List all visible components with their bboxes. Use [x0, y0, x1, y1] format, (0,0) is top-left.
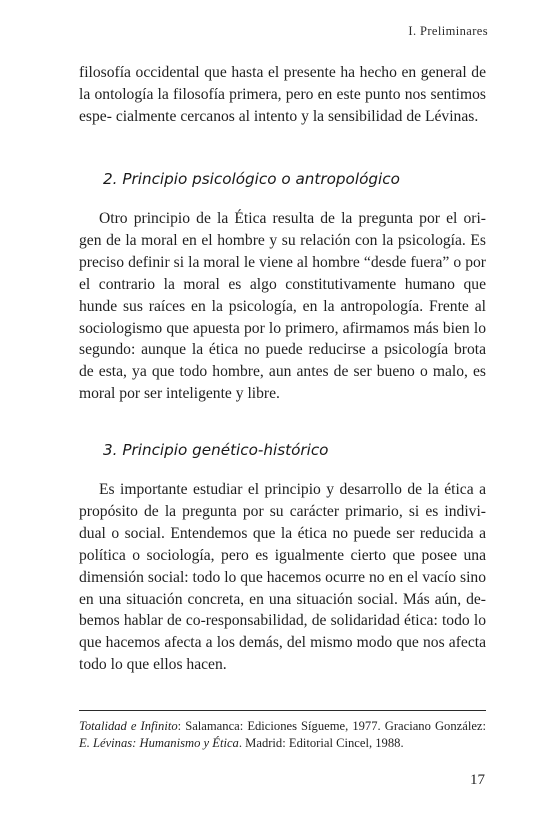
text-line: política o sociología, pero es igualmente cierto que posee una [79, 546, 486, 564]
text-line: cialmente cercanos al intento y la sensibilidad de Lévinas. [115, 107, 479, 125]
footnote-divider [79, 710, 486, 711]
text-line: hunde sus raíces en la psicología, en la antropología. Frente al [79, 297, 486, 315]
text-line: sociologismo que apuesta por lo primero, afirmamos más bien lo [79, 319, 486, 337]
text-line: filosofía occidental que hasta el presente ha hecho en general de la [79, 64, 486, 103]
section-2-heading: 2. Principio psicológico o antropológico [103, 170, 400, 188]
section-2-paragraph [79, 208, 486, 405]
section-2-text [79, 208, 486, 405]
text-line: propósito de la pregunta por su carácter primario, si es indivi- [79, 502, 486, 520]
section-3-paragraph [79, 479, 486, 676]
text-line: moral por ser inteligente y libre. [79, 385, 280, 403]
text-line: en una situación concreta, en una situación social. Más aún, de- [79, 590, 486, 608]
text-line: dimensión social: todo lo que hacemos ocurre no en el vacío sino [79, 568, 486, 586]
text-line: Otro principio de la Ética resulta de la pregunta por el ori- [99, 210, 486, 227]
text-line: Es importante estudiar el principio y desarrollo de la ética a [99, 481, 486, 498]
text-line: bemos hablar de co-responsabilidad, de solidaridad ética: todo [79, 612, 470, 630]
text-line: de esta, ya que todo hombre, aun antes de ser bueno o malo, es [79, 363, 486, 381]
text-line: dual o social. Entendemos que la ética no puede ser reducida a [79, 524, 486, 542]
text-line: gen de la moral en el hombre y su relación con la psicología. [79, 231, 466, 249]
section-3-text [79, 479, 486, 676]
footnote-text-1: : Salamanca: Ediciones Sígueme, 1977. Graciano González: [177, 719, 486, 733]
text-line: por el contrario la moral es algo constitutivamente humano que [79, 253, 486, 293]
footnote-title-2: E. Lévinas: Humanismo y Ética [79, 736, 239, 750]
section-3-heading: 3. Principio genético-histórico [103, 441, 329, 459]
text-line: Es preciso definir si la moral le viene al hombre “desde fuera” o [79, 231, 486, 271]
page-number: 17 [470, 772, 485, 788]
text-line: afecta todo lo que ellos hacen. [79, 634, 486, 674]
intro-paragraph [79, 62, 486, 128]
text-line: segundo: aunque la ética no puede reducirse a psicología brota [79, 341, 486, 359]
footnote-text-2: . Madrid: Editorial Cincel, 1988. [238, 736, 404, 750]
footnote [79, 718, 486, 752]
footnote-title-1: Totalidad e Infinito [79, 719, 178, 733]
text-line: ontología la filosofía primera, pero en este punto nos sentimos espe- [79, 85, 486, 125]
text-line: lo que hacemos afecta a los demás, del mismo modo que nos [79, 612, 486, 652]
running-head: I. Preliminares [408, 24, 488, 38]
intro-text [79, 62, 486, 128]
